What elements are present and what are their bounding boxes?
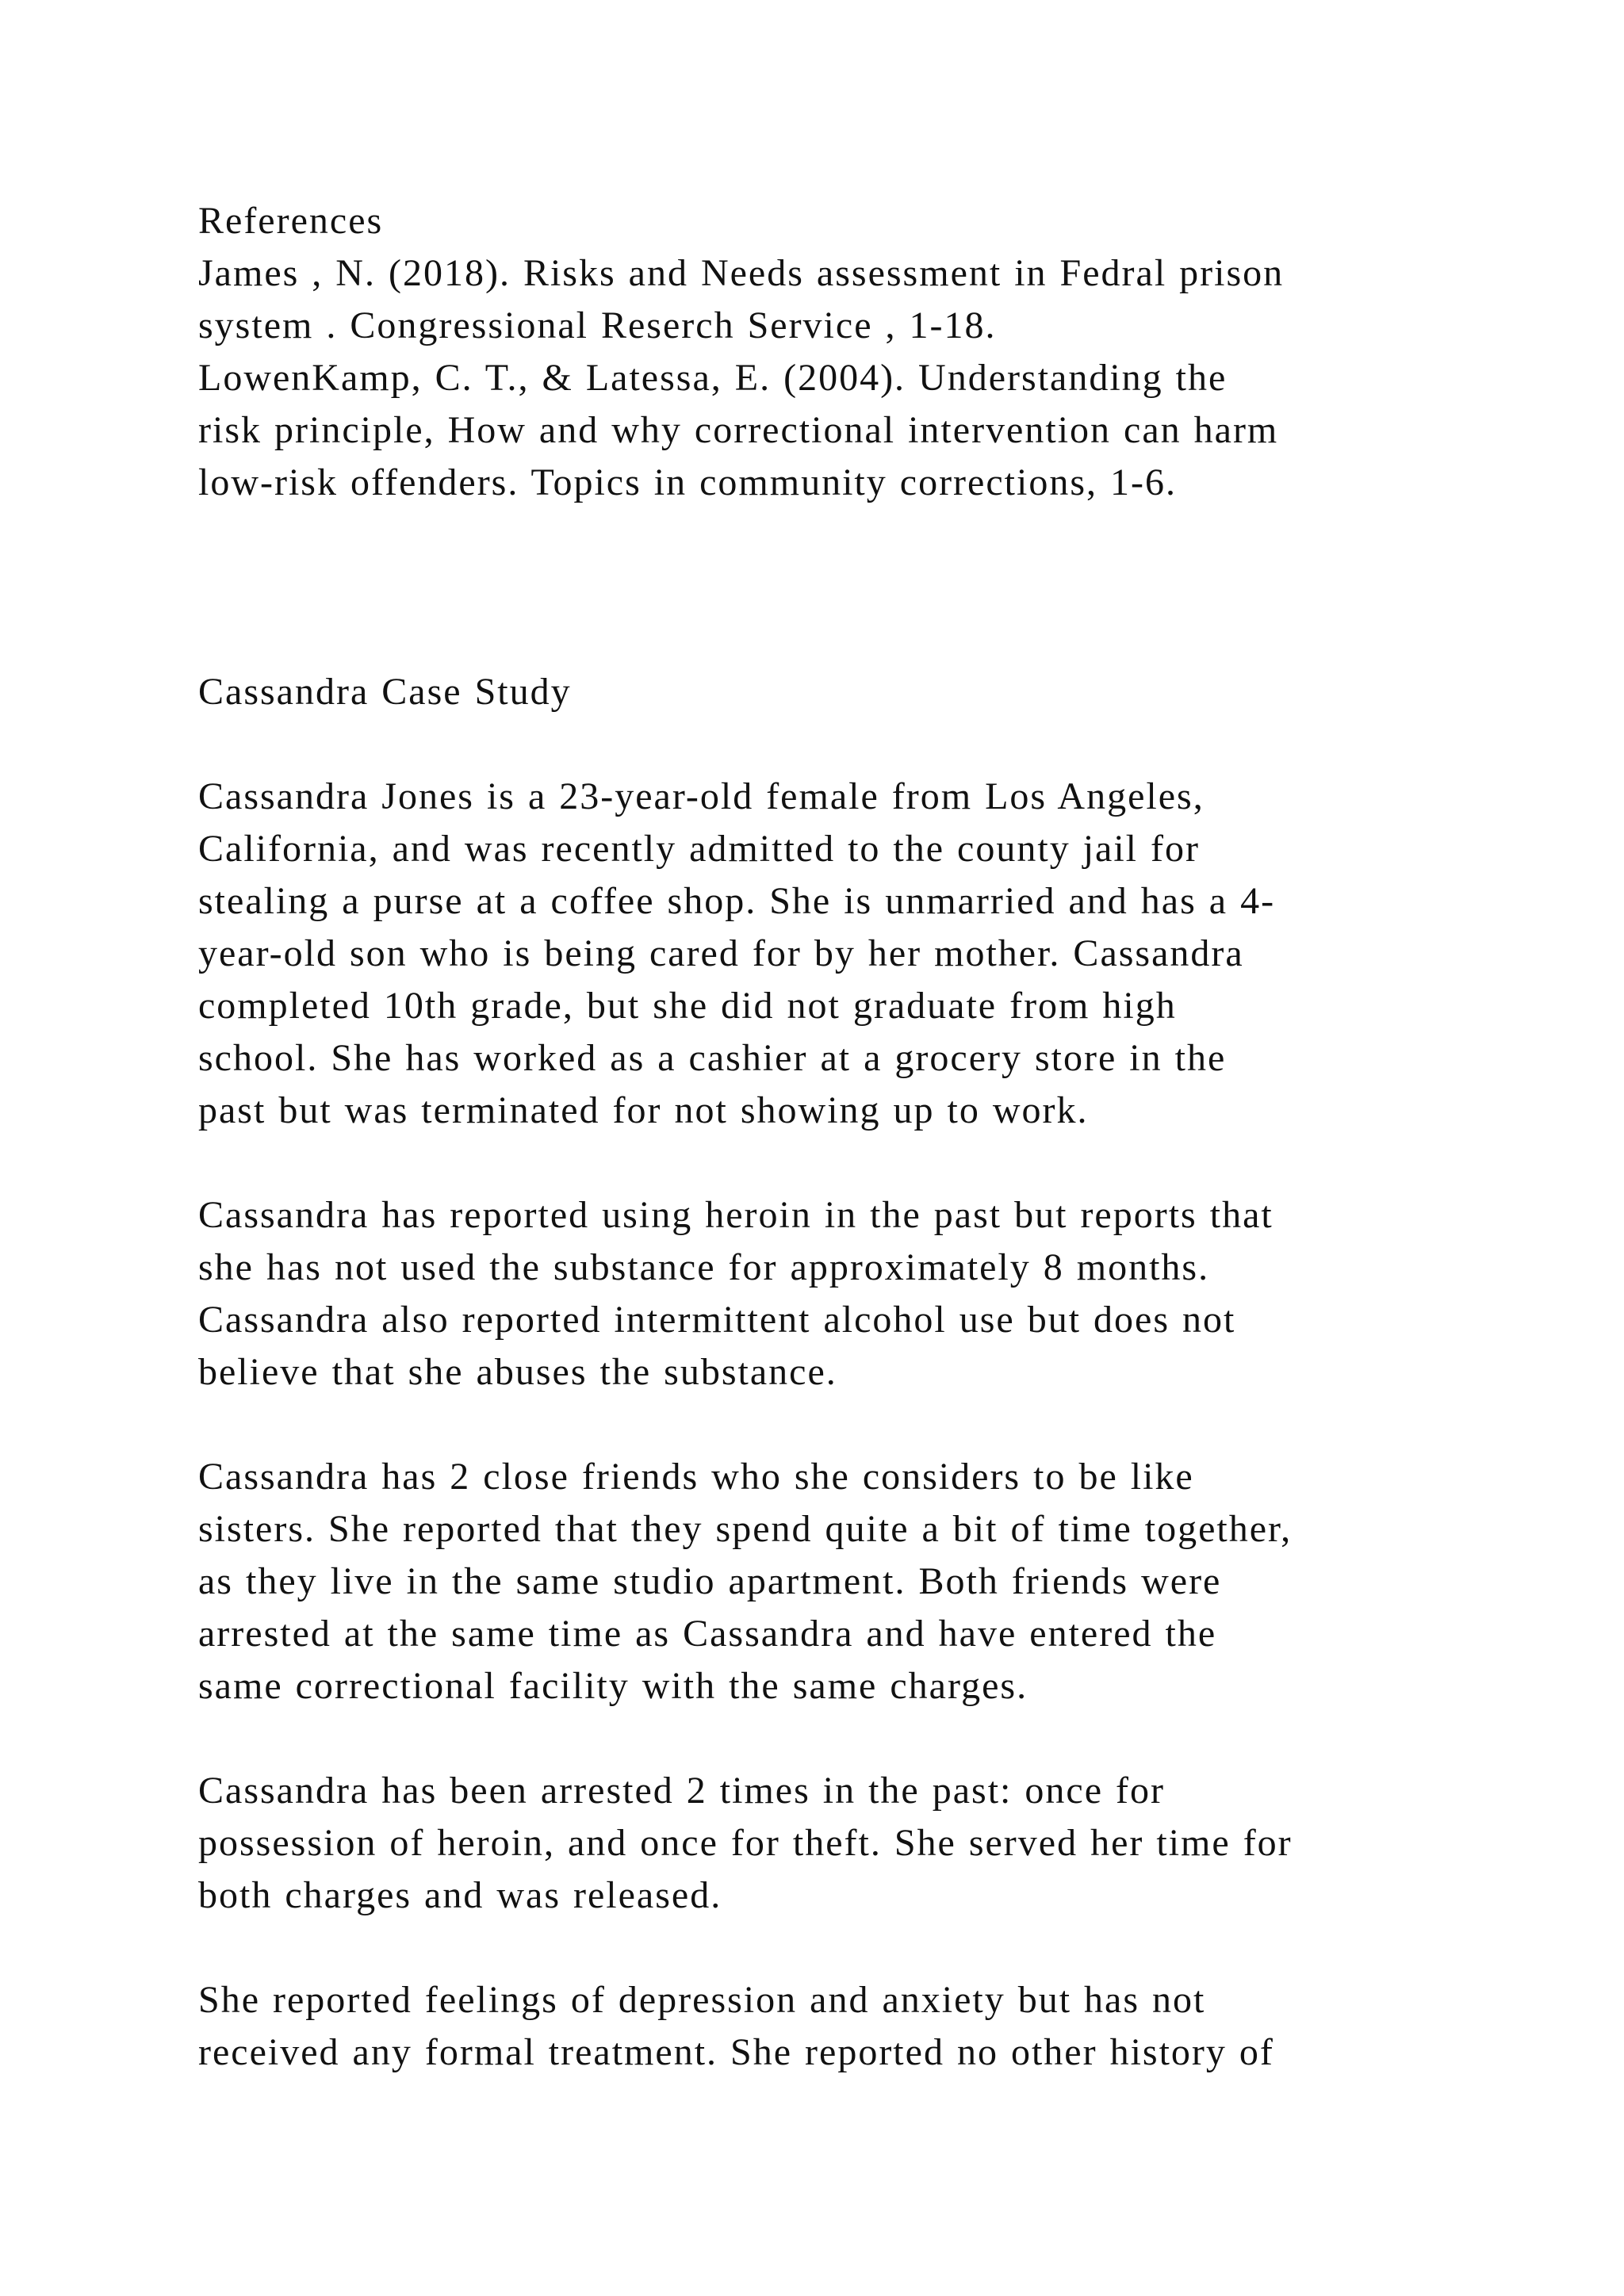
paragraph-line: as they live in the same studio apartment. Both friends were [198,1560,1222,1602]
paragraph-line: past but was terminated for not showing up to work. [198,1089,1089,1131]
reference-line: LowenKamp, C. T., & Latessa, E. (2004). Understanding the [198,357,1228,399]
paragraph-line: received any formal treatment. She reported no other history of [198,2031,1274,2073]
paragraph-line: Cassandra also reported intermittent alcohol use but does not [198,1299,1236,1341]
paragraph-line: same correctional facility with the same charges. [198,1665,1028,1707]
case-paragraph [198,1765,1467,1922]
case-study-title: Cassandra Case Study [198,671,572,713]
case-paragraph [198,1189,1467,1399]
paragraph-line: She reported feelings of depression and anxiety but has not [198,1979,1206,2021]
paragraph-line: sisters. She reported that they spend quite a bit of time together, [198,1508,1293,1550]
paragraph-line: stealing a purse at a coffee shop. She is unmarried and has a 4- [198,880,1276,922]
paragraph-line: California, and was recently admitted to the county jail for [198,828,1200,870]
reference-line: low-risk offenders. Topics in community corrections, 1-6. [198,461,1177,503]
paragraph-spacer [198,1399,1467,1451]
document-page [198,195,1467,2079]
section-spacer [198,509,1467,666]
paragraph-spacer [198,718,1467,771]
case-paragraph [198,1974,1467,2079]
paragraph-line: Cassandra has been arrested 2 times in the past: once for [198,1770,1165,1812]
paragraph-spacer [198,1137,1467,1189]
references-heading: References [198,200,384,242]
reference-line: risk principle, How and why correctional intervention can harm [198,409,1279,451]
paragraph-line: year-old son who is being cared for by her mother. Cassandra [198,932,1244,974]
paragraph-line: Cassandra Jones is a 23-year-old female from Los Angeles, [198,775,1205,817]
paragraph-line: believe that she abuses the substance. [198,1351,837,1393]
paragraph-line: completed 10th grade, but she did not graduate from high [198,985,1177,1027]
case-paragraph [198,771,1467,1137]
paragraph-line: Cassandra has reported using heroin in the past but reports that [198,1194,1274,1236]
paragraph-line: both charges and was released. [198,1874,722,1916]
case-paragraph [198,1451,1467,1712]
reference-entry [198,247,1467,352]
reference-entry [198,352,1467,509]
paragraph-line: school. She has worked as a cashier at a grocery store in the [198,1037,1227,1079]
paragraph-spacer [198,1922,1467,1974]
paragraph-spacer [198,1712,1467,1765]
reference-line: James , N. (2018). Risks and Needs assessment in Fedral prison [198,252,1285,294]
paragraph-line: arrested at the same time as Cassandra and have entered the [198,1613,1217,1655]
reference-line: system . Congressional Reserch Service , 1-18. [198,304,997,346]
paragraph-line: she has not used the substance for approximately 8 months. [198,1246,1210,1288]
paragraph-line: Cassandra has 2 close friends who she considers to be like [198,1456,1194,1498]
paragraph-line: possession of heroin, and once for theft. She served her time for [198,1822,1293,1864]
